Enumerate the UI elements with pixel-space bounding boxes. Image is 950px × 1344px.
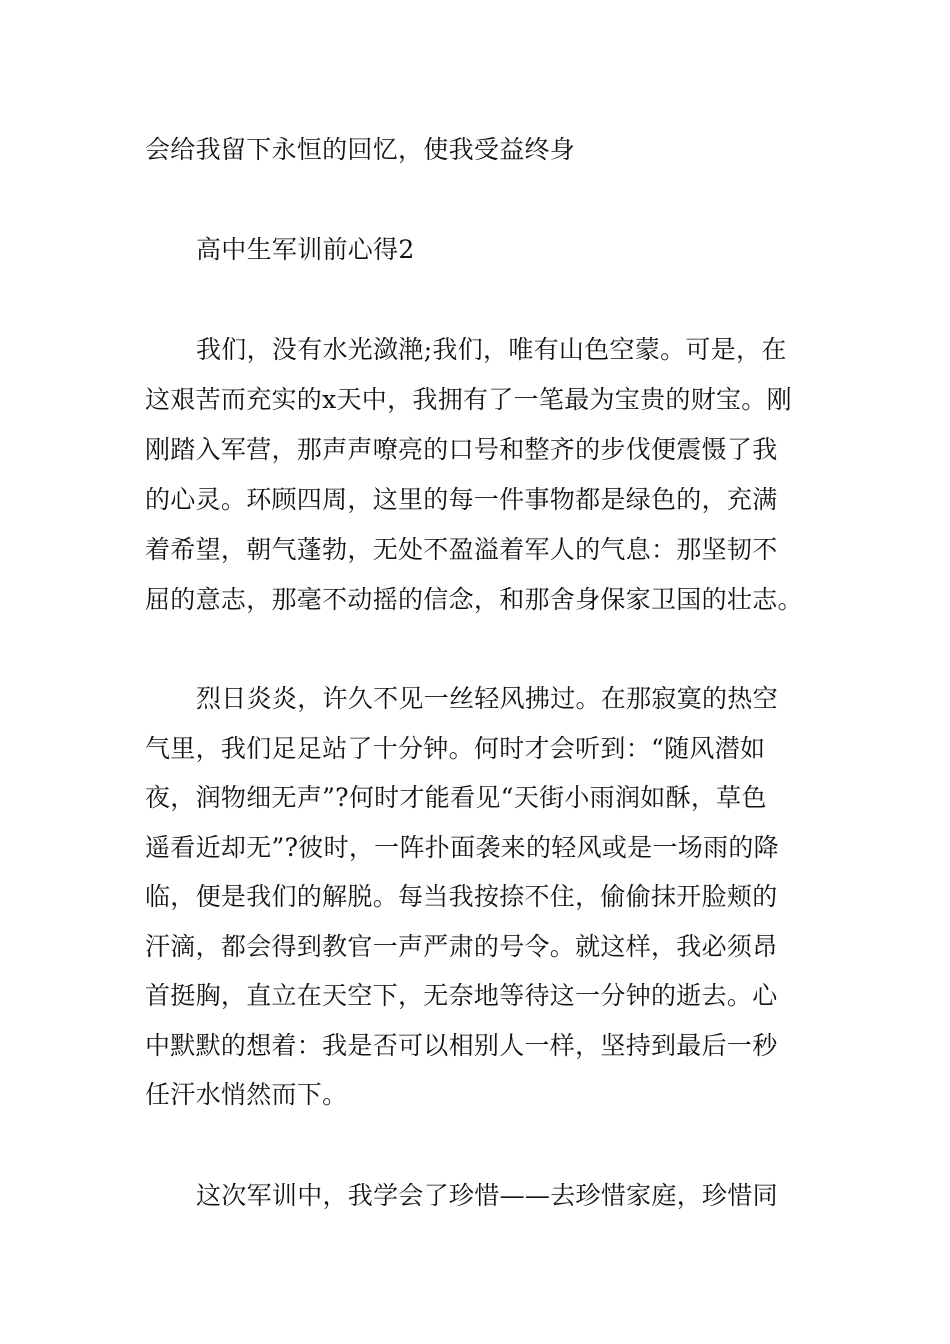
paragraph-line: 汗滴，都会得到教官一声严肃的号令。就这样，我必须昂 xyxy=(145,932,778,961)
paragraph-line: 这艰苦而充实的x天中，我拥有了一笔最为宝贵的财宝。刚 xyxy=(145,385,792,414)
paragraph-line: 临，便是我们的解脱。每当我按捺不住，偷偷抹开脸颊的 xyxy=(145,882,778,911)
paragraph-line: 夜，润物细无声”?何时才能看见“天街小雨润如酥，草色 xyxy=(145,783,767,812)
paragraph-line: 会给我留下永恒的回忆，使我受益终身 xyxy=(145,135,576,164)
paragraph-line: 中默默的想着：我是否可以相别人一样，坚持到最后一秒 xyxy=(145,1031,778,1060)
paragraph-line: 任汗水悄然而下。 xyxy=(145,1080,348,1109)
paragraph-line: 着希望，朝气蓬勃，无处不盈溢着军人的气息：那坚韧不 xyxy=(145,535,778,564)
paragraph-line: 刚踏入军营，那声声嘹亮的口号和整齐的步伐便震慑了我 xyxy=(145,435,778,464)
section-heading: 高中生军训前心得2 xyxy=(196,235,415,264)
paragraph-line: 这次军训中，我学会了珍惜——去珍惜家庭，珍惜同 xyxy=(196,1181,778,1210)
paragraph-line: 烈日炎炎，许久不见一丝轻风拂过。在那寂寞的热空 xyxy=(196,684,778,713)
paragraph-line: 屈的意志，那毫不动摇的信念，和那舍身保家卫国的壮志。 xyxy=(145,585,803,614)
paragraph-line: 气里，我们足足站了十分钟。何时才会听到：“随风潜如 xyxy=(145,734,766,763)
paragraph-line: 遥看近却无”?彼时，一阵扑面袭来的轻风或是一场雨的降 xyxy=(145,833,779,862)
paragraph-line: 首挺胸，直立在天空下，无奈地等待这一分钟的逝去。心 xyxy=(145,981,778,1010)
paragraph-line: 的心灵。环顾四周，这里的每一件事物都是绿色的，充满 xyxy=(145,485,778,514)
paragraph-line: 我们，没有水光潋滟;我们，唯有山色空蒙。可是，在 xyxy=(196,335,787,364)
